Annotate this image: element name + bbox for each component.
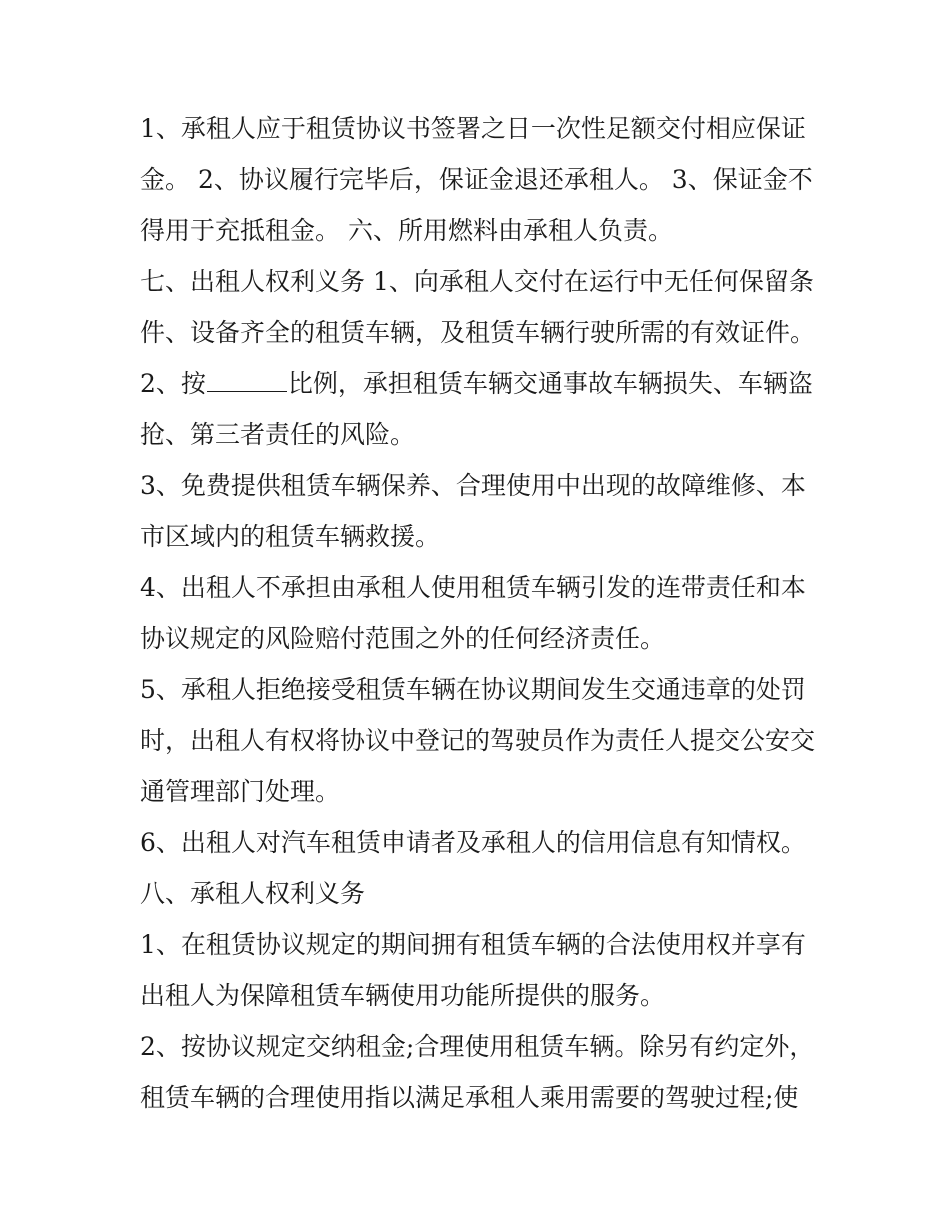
text-line-with-blank: [140, 358, 830, 409]
text-line: 件、设备齐全的租赁车辆，及租赁车辆行驶所需的有效证件。: [140, 318, 816, 347]
text-line: 出租人为保障租赁车辆使用功能所提供的服务。: [140, 981, 666, 1010]
text-line: 6、出租人对汽车租赁申请者及承租人的信用信息有知情权。: [140, 828, 806, 857]
text-line: 1、在租赁协议规定的期间拥有租赁车辆的合法使用权并享有: [140, 930, 806, 959]
text-line: 时，出租人有权将协议中登记的驾驶员作为责任人提交公安交: [140, 726, 816, 755]
text-segment: 比例，承担租赁车辆交通事故车辆损失、车辆盗: [287, 369, 813, 398]
section-heading: 八、承租人权利义务: [140, 879, 366, 908]
text-line: 4、出租人不承担由承租人使用租赁车辆引发的连带责任和本: [140, 573, 806, 602]
text-line: 市区域内的租赁车辆救援。: [140, 522, 441, 551]
text-line: 租赁车辆的合理使用指以满足承租人乘用需要的驾驶过程;使: [140, 1083, 799, 1112]
text-line: 协议规定的风险赔付范围之外的任何经济责任。: [140, 624, 666, 653]
text-line: 七、出租人权利义务 1、向承租人交付在运行中无任何保留条: [140, 267, 814, 296]
text-segment: 2、按: [140, 369, 206, 398]
text-line: 3、免费提供租赁车辆保养、合理使用中出现的故障维修、本: [140, 471, 806, 500]
text-line: 5、承租人拒绝接受租赁车辆在协议期间发生交通违章的处罚: [140, 675, 806, 704]
text-line: 通管理部门处理。: [140, 777, 341, 806]
text-line: 得用于充抵租金。 六、所用燃料由承租人负责。: [140, 216, 673, 245]
text-line: 2、按协议规定交纳租金;合理使用租赁车辆。除另有约定外，: [140, 1032, 815, 1061]
text-line: 抢、第三者责任的风险。: [140, 420, 416, 449]
text-line: 金。 2、协议履行完毕后，保证金退还承租人。 3、保证金不: [140, 165, 813, 194]
text-line: 1、承租人应于租赁协议书签署之日一次性足额交付相应保证: [140, 114, 806, 143]
document-body: [140, 103, 830, 1123]
fill-in-blank: [207, 369, 287, 392]
